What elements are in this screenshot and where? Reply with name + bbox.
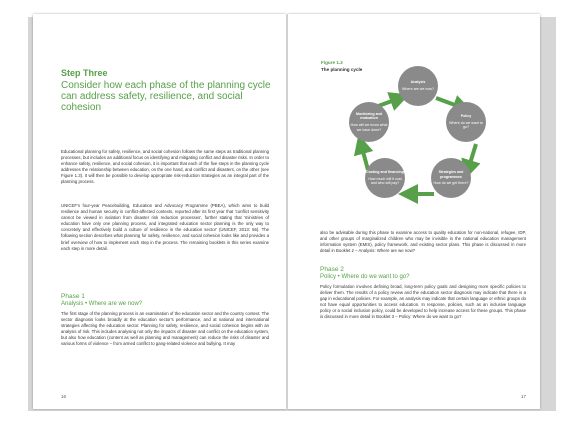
cycle-node-costing: [365, 158, 405, 198]
node-title: Costing and financing: [366, 170, 404, 175]
page-number-left: 16: [61, 394, 67, 399]
right-page: [288, 14, 540, 409]
cycle-node-analysis: [398, 66, 438, 106]
node-title: Analysis: [410, 80, 426, 85]
left-page: [33, 14, 286, 409]
continuation-paragraph: also be advisable during this phase to examine access to quality education for non-national, refugee, IDP, and other groups of marginalized children who may be invisible in the national education management information system (EMIS), policy framework, and existing sector plans. This phase is discussed in more detail in Booklet 2 – Analysis: Where are we now?: [320, 230, 526, 254]
phase1-paragraph: The first stage of the planning process is an examination of the education sector and the country context. The sector diagnosis looks broadly at the education sector's performance, and at national and international strategies affecting the education sector. Planning for safety, resilience, and social cohesion begins with an analysis of risk. This includes analysing not only the impacts of disaster and conflict on the education system, but also how education (content as well as planning and management) can reduce the risks of disaster and various forms of violence – from armed conflict to gang-related violence and bullying. It may: [61, 311, 269, 347]
node-question: Where are we now?: [402, 87, 434, 91]
node-title: Monitoring and evaluation: [356, 111, 382, 121]
figure-label: Figure 1.3: [321, 60, 343, 65]
node-question: How will we know what we have done?: [350, 123, 388, 132]
intro-paragraph: Educational planning for safety, resilience, and social cohesion follows the same steps as traditional planning processes, but includes an additional focus on identifying and mitigating conflict and disaster risks. In order to enhance safety, resilience, and social cohesion, it is important that each of the five steps in the planning cycle addresses the relationship between education, on the one hand, and conflict and disasters, on the other (see Figure 1.3). It will then be possible to develop appropriate risk-reduction strategies as an integral part of the planning process.: [61, 149, 269, 185]
page-number-right: 17: [520, 394, 526, 399]
phase2-title: Phase 2: [320, 266, 344, 273]
cycle-node-strategies: [431, 158, 471, 198]
node-question: Where do we want to go?: [449, 120, 483, 130]
node-title: Strategies and programmes: [438, 170, 464, 179]
unicef-paragraph: UNICEF's four-year Peacebuilding, Education and Advocacy Programme (PBEA), which aims to build resilience and human security in conflict-affected contexts, reported after its first year that 'conflict sensitivity cannot be viewed in isolation from disaster risk reduction processes', further stating that 'ministries of education have only one planning process, and integrated education sector planning is the only way to concretely and effectively build a culture of resilience in the education sector' (UNICEF, 2013: 56). The following section describes what planning for safety, resilience, and social cohesion looks like and provides a brief overview of how to implement each step in the process. The remaining booklets in this series examine each step in more detail.: [61, 203, 269, 251]
phase2-paragraph: Policy formulation involves defining broad, long-term policy goals and designing more specific policies to deliver them. The results of a policy review and the education sector diagnosis may indicate that there is a gap in educational policies. For example, an analysis may indicate that certain language or ethnic groups do not have equal opportunities to access education. In response, policies, such as an inclusive language policy or a social inclusion policy, could be developed to help increase access for these groups. This phase is discussed in more detail in Booklet 3 – Policy: Where do we want to go?: [320, 284, 526, 320]
cycle-node-policy: [446, 102, 486, 142]
phase1-subtitle: Analysis • Where are we now?: [61, 301, 143, 307]
cycle-arrow: [468, 144, 476, 170]
phase1-title: Phase 1: [61, 293, 85, 300]
step-title: Step Three: [61, 68, 108, 78]
step-heading: Consider how each phase of the planning cycle can address safety, resilience, and social cohesion: [61, 80, 271, 114]
cycle-node-monitoring: [349, 102, 389, 142]
node-question: How much will it cost and who will pay?: [368, 176, 402, 186]
cycle-arrow: [361, 144, 368, 170]
node-title: Policy: [460, 114, 472, 119]
phase2-subtitle: Policy • Where do we want to go?: [320, 274, 410, 280]
figure-title: The planning cycle: [321, 67, 363, 72]
node-question: How do we get there?: [433, 181, 469, 186]
